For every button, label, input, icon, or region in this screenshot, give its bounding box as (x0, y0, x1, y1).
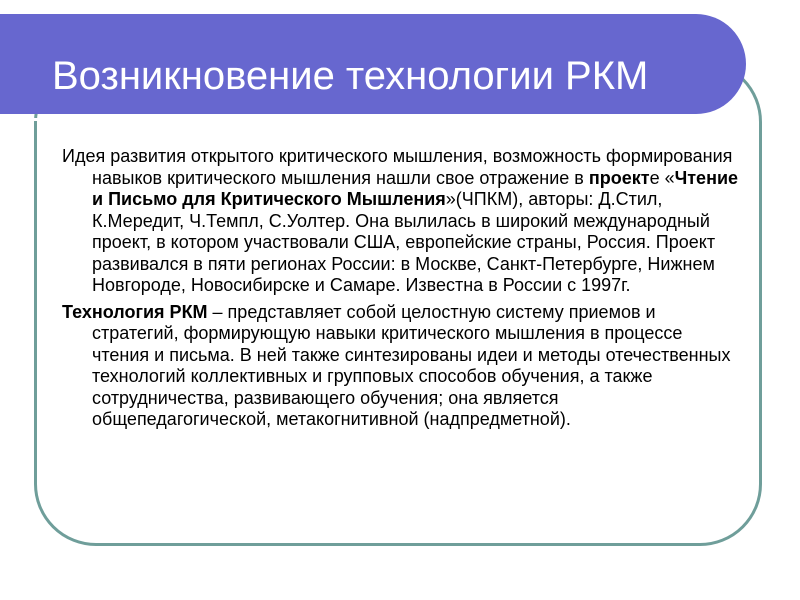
project-word: проект (588, 167, 650, 188)
slide-body (62, 146, 742, 436)
definition-term: Технология РКМ (62, 301, 208, 322)
definition-text: – представляет собой целостную систему приемов и стратегий, формирующую навыки критического мышления в процессе чтения и письма. В ней также синтезированы идеи и методы отечественных технологий коллективных и групповых способов обучения, а также сотрудничества, развивающего обучения; она является общепедагогической, метакогнитивной (надпредметной). (92, 301, 731, 429)
title-underline (32, 118, 708, 121)
slide-title: Возникновение технологии РКМ (52, 54, 649, 98)
project-name: Чтение и Письмо для Критического Мышления (92, 167, 739, 209)
paragraph-origin-text-3: »(ЧПКМ), авторы: Д.Стил, К.Мередит, Ч.Темпл, С.Уолтер. Она вылилась в широкий международный проект, в котором участвовали США, европейские страны, Россия. Проект развивался в пяти регионах России: в Москве, Санкт-Петербурге, Нижнем Новгороде, Новосибирске и Самаре. Известна в России с 1997г. (92, 189, 716, 295)
title-bar (0, 14, 746, 114)
paragraph-origin-text-1: Идея развития открытого критического мышления, возможность формирования навыков критического мышления нашли свое отражение в (62, 146, 733, 188)
paragraph-origin-text-2: е « (649, 167, 675, 188)
paragraph-definition (62, 302, 742, 431)
paragraph-origin (62, 146, 742, 297)
